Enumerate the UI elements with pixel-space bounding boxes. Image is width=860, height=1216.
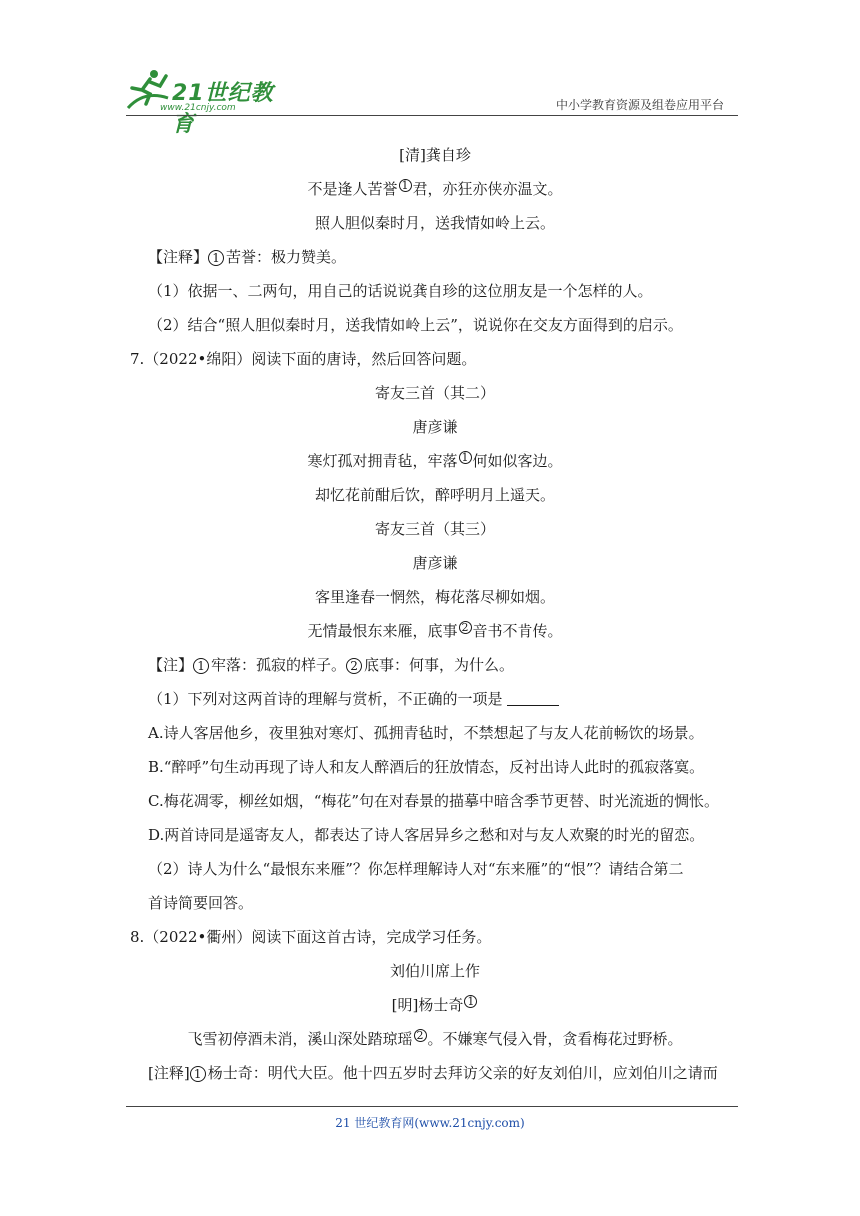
note-number: 1 <box>193 658 209 674</box>
text-line <box>130 172 740 206</box>
text-line <box>130 954 740 988</box>
text-run: 苦誉：极力赞美。 <box>226 248 347 266</box>
text-run: 刘伯川席上作 <box>389 962 480 980</box>
text-line <box>130 648 740 682</box>
text-line <box>130 614 740 648</box>
text-line <box>130 682 740 716</box>
text-line <box>130 138 740 172</box>
text-run: 客里逢春一惘然，梅花落尽柳如烟。 <box>314 588 555 606</box>
text-run: （1）下列对这两首诗的理解与赏析，不正确的一项是 <box>148 690 503 708</box>
text-run: 8.（2022•衢州）阅读下面这首古诗，完成学习任务。 <box>130 928 492 946</box>
text-line <box>130 206 740 240</box>
footnote-marker: 1 <box>399 179 412 192</box>
text-line <box>130 750 740 784</box>
text-run: 7.（2022•绵阳）阅读下面的唐诗，然后回答问题。 <box>130 350 477 368</box>
footnote-marker: 2 <box>459 621 472 634</box>
text-run: 无情最恨东来雁，底事 <box>307 622 458 640</box>
text-run: 何如似客边。 <box>472 452 563 470</box>
footer-link[interactable]: 21 世纪教育网(www.21cnjy.com) <box>335 1116 525 1130</box>
logo-text: 21世纪教育 <box>172 81 274 137</box>
text-line <box>130 1022 740 1056</box>
text-line <box>130 342 740 376</box>
note-number: 1 <box>190 1066 206 1082</box>
text-line <box>130 410 740 444</box>
footnote-marker: 2 <box>414 1029 427 1042</box>
text-line <box>130 240 740 274</box>
text-line <box>130 580 740 614</box>
text-run: D.两首诗同是遥寄友人，都表达了诗人客居异乡之愁和对与友人欢聚的时光的留恋。 <box>148 826 705 844</box>
text-line <box>130 478 740 512</box>
text-line <box>130 546 740 580</box>
text-run: 寄友三首（其三） <box>374 520 495 538</box>
header-divider <box>126 115 738 116</box>
text-line <box>130 512 740 546</box>
text-run: （2）诗人为什么“最恨东来雁”？你怎样理解诗人对“东来雁”的“恨”？请结合第二 <box>148 860 684 878</box>
document-body <box>130 138 740 1090</box>
text-run: [注释] <box>148 1064 190 1082</box>
text-run: （1）依据一、二两句，用自己的话说说龚自珍的这位朋友是一个怎样的人。 <box>148 282 653 300</box>
text-run: 底事：何事，为什么。 <box>364 656 515 674</box>
text-run: 【注释】 <box>148 248 209 266</box>
footnote-marker: 1 <box>459 451 472 464</box>
text-line <box>130 818 740 852</box>
text-line <box>130 376 740 410</box>
text-run: 。不嫌寒气侵入骨，贪看梅花过野桥。 <box>427 1030 683 1048</box>
text-run: 唐彦谦 <box>412 418 458 436</box>
text-line <box>130 920 740 954</box>
text-line <box>130 784 740 818</box>
text-line <box>130 444 740 478</box>
text-run: 寄友三首（其二） <box>374 384 495 402</box>
text-line <box>130 852 740 886</box>
text-run: 飞雪初停酒未消，溪山深处踏琼瑶 <box>187 1030 413 1048</box>
logo-url: www.21cnjy.com <box>160 103 236 113</box>
note-number: 2 <box>346 658 362 674</box>
platform-name: 中小学教育资源及组卷应用平台 <box>555 98 724 112</box>
text-run: [明]杨士奇 <box>391 996 464 1014</box>
note-number: 1 <box>208 250 224 266</box>
text-line <box>130 274 740 308</box>
text-run: （2）结合“照人胆似秦时月，送我情如岭上云”，说说你在交友方面得到的启示。 <box>148 316 683 334</box>
text-run: 首诗简要回答。 <box>148 894 254 912</box>
text-line <box>130 886 740 920</box>
text-run: A.诗人客居他乡，夜里独对寒灯、孤拥青毡时，不禁想起了与友人花前畅饮的场景。 <box>148 724 704 742</box>
text-run: 君，亦狂亦侠亦温文。 <box>412 180 563 198</box>
text-line <box>130 1056 740 1090</box>
text-run: 照人胆似秦时月，送我情如岭上云。 <box>314 214 555 232</box>
text-run: 牢落：孤寂的样子。 <box>211 656 347 674</box>
text-run: 【注】 <box>148 656 194 674</box>
footer-divider <box>126 1106 738 1107</box>
text-run: [清]龚自珍 <box>399 146 471 164</box>
text-run: 寒灯孤对拥青毡，牢落 <box>307 452 458 470</box>
answer-blank[interactable] <box>507 687 559 706</box>
text-run: 却忆花前酣后饮，醉呼明月上遥天。 <box>314 486 555 504</box>
text-run: 不是逢人苦誉 <box>307 180 398 198</box>
text-run: 音书不肯传。 <box>472 622 563 640</box>
text-run: 唐彦谦 <box>412 554 458 572</box>
footnote-marker: 1 <box>464 995 477 1008</box>
text-line <box>130 716 740 750</box>
text-run: B.“醉呼”句生动再现了诗人和友人醉酒后的狂放情态，反衬出诗人此时的孤寂落寞。 <box>148 758 705 776</box>
text-run: C.梅花凋零，柳丝如烟，“梅花”句在对春景的描摹中暗含季节更替、时光流逝的惆怅。 <box>148 792 720 810</box>
text-line <box>130 308 740 342</box>
site-logo[interactable] <box>120 66 290 137</box>
page-header <box>0 0 860 137</box>
text-line <box>130 988 740 1022</box>
text-run: 杨士奇：明代大臣。他十四五岁时去拜访父亲的好友刘伯川，应刘伯川之请而 <box>207 1064 718 1082</box>
